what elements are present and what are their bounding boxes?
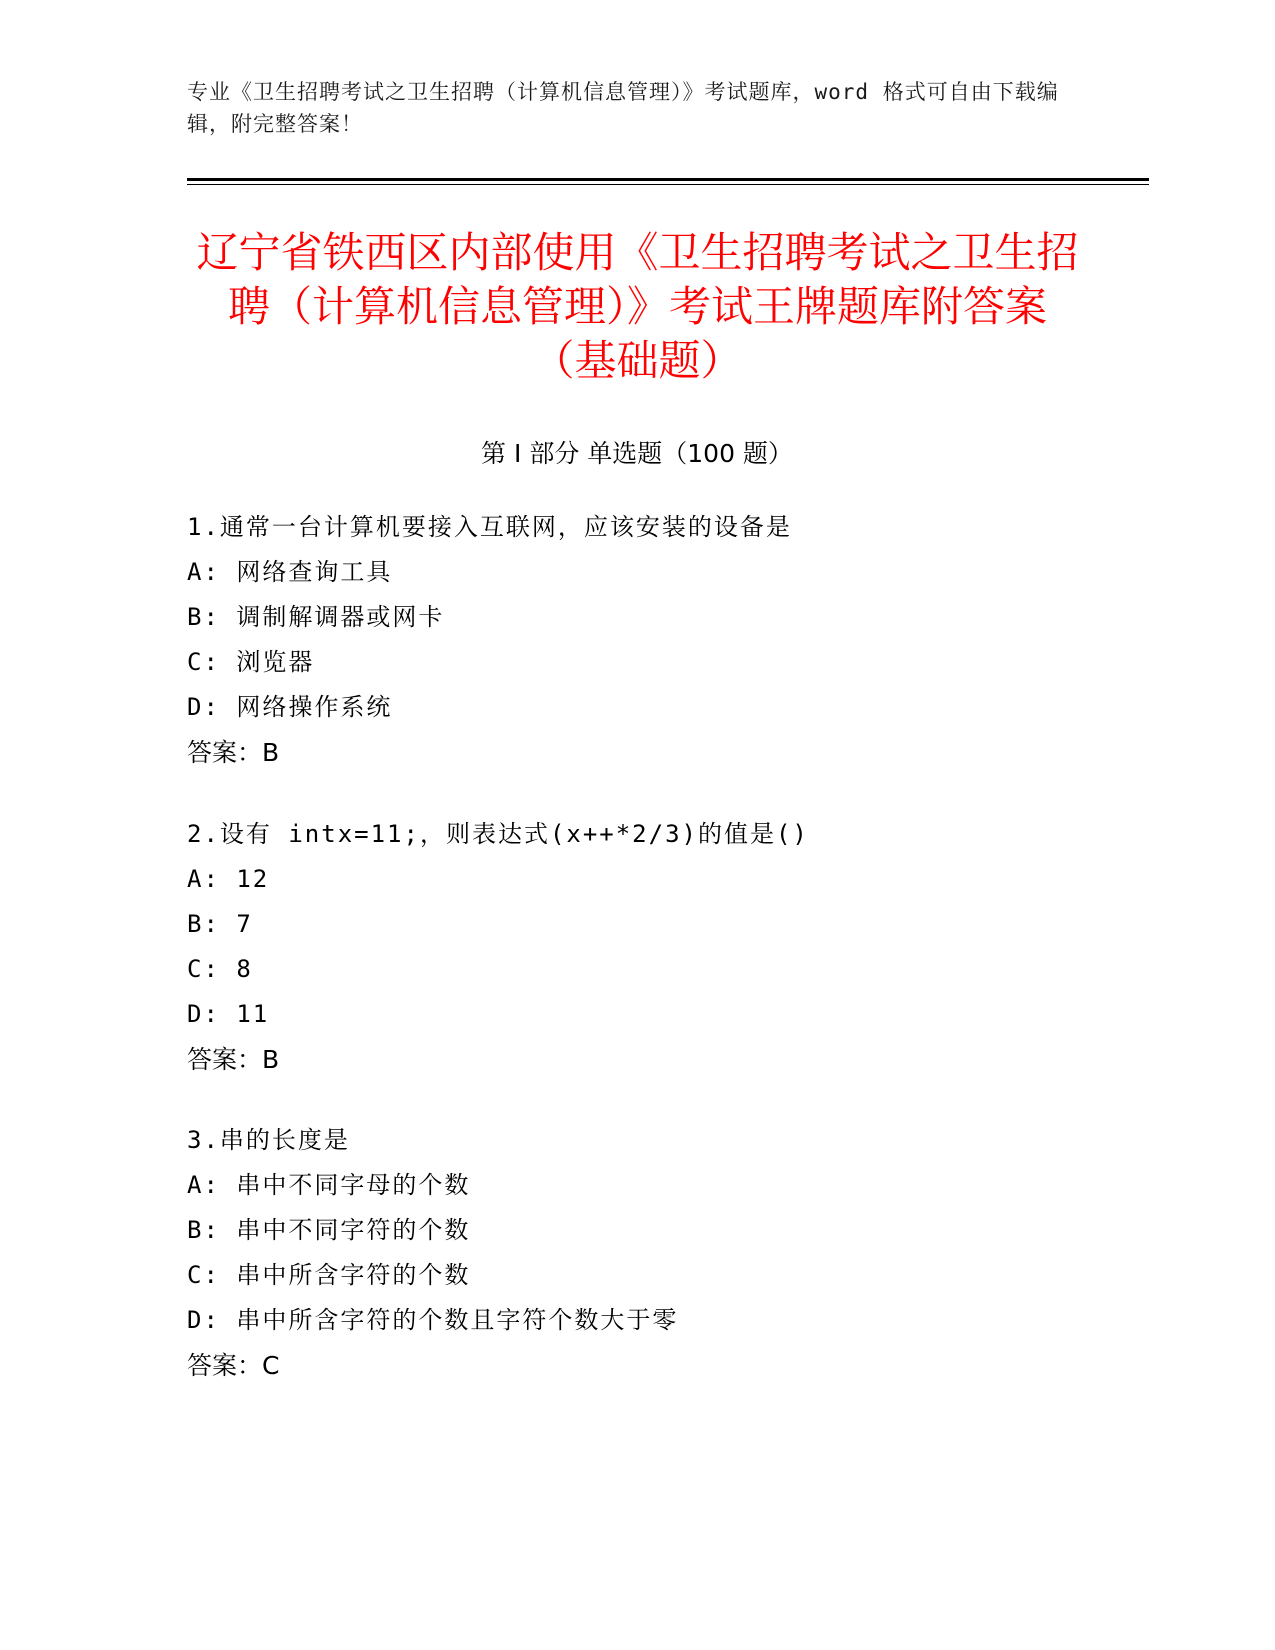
- header-divider-thick: [187, 178, 1149, 181]
- question-stem: 2.设有 intx=11;，则表达式(x++*2/3)的值是(): [187, 820, 809, 848]
- answer: 答案：B: [187, 738, 280, 767]
- question-stem: 3.串的长度是: [187, 1126, 350, 1154]
- option-d: D: 串中所含字符的个数且字符个数大于零: [187, 1306, 679, 1334]
- option-a: A: 12: [187, 865, 270, 893]
- option-b: B: 调制解调器或网卡: [187, 603, 445, 631]
- answer: 答案：B: [187, 1045, 280, 1074]
- option-c: C: 浏览器: [187, 648, 315, 676]
- section-title: 第 I 部分 单选题（100 题）: [481, 439, 793, 468]
- question-2: [187, 812, 1087, 1082]
- header-note: 专业《卫生招聘考试之卫生招聘（计算机信息管理）》考试题库，word 格式可自由下载编辑，附完整答案！: [187, 80, 1059, 136]
- option-c: C: 8: [187, 955, 253, 983]
- option-b: B: 7: [187, 910, 253, 938]
- header-divider-thin: [187, 184, 1149, 185]
- option-d: D: 网络操作系统: [187, 693, 393, 721]
- option-a: A: 串中不同字母的个数: [187, 1171, 471, 1199]
- option-a: A: 网络查询工具: [187, 558, 393, 586]
- option-c: C: 串中所含字符的个数: [187, 1261, 471, 1289]
- option-d: D: 11: [187, 1000, 270, 1028]
- question-1: [187, 505, 1087, 775]
- question-stem: 1.通常一台计算机要接入互联网，应该安装的设备是: [187, 513, 792, 541]
- question-3: [187, 1118, 1087, 1388]
- option-b: B: 串中不同字符的个数: [187, 1216, 471, 1244]
- document-title: 辽宁省铁西区内部使用《卫生招聘考试之卫生招聘（计算机信息管理）》考试王牌题库附答案（基础题）: [196, 228, 1079, 385]
- answer: 答案：C: [187, 1351, 280, 1380]
